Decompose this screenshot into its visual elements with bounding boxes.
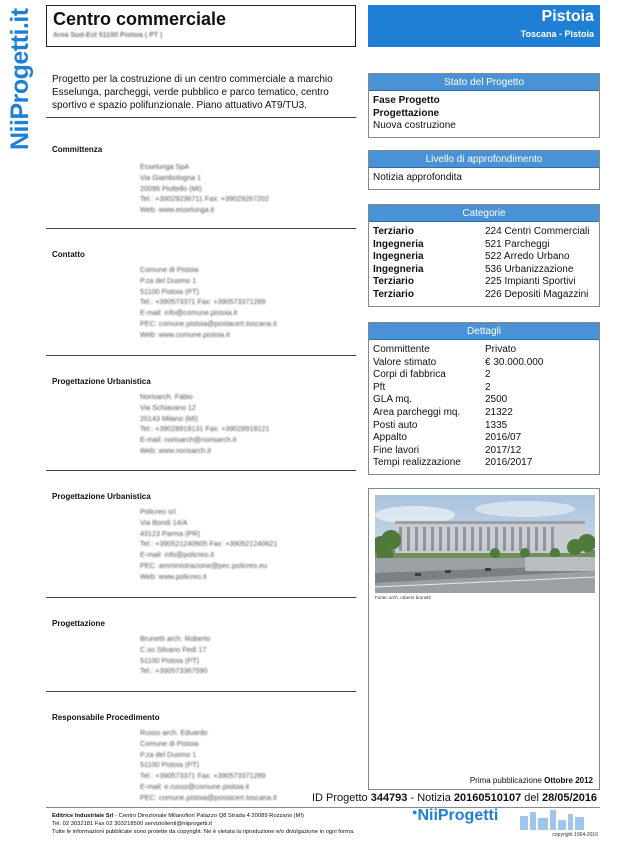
category-code: 224 Centri Commerciali: [485, 226, 590, 237]
footer-contacts: Tel. 02 3032181 Fax 02 303218500 serviziolienti@niiprogetti.it: [52, 821, 212, 828]
detail-row: [373, 445, 595, 458]
contact-line: Russo arch. Eduardo: [140, 728, 208, 737]
contact-line: Tel.: +39028918131 Fax: +39028918121: [140, 424, 270, 434]
detail-row: [373, 382, 595, 395]
contact-line: C.so Silvano Fedi 17: [140, 644, 207, 654]
contact-line: PEC: comune.pistoia@postacert.toscana.it: [140, 792, 277, 802]
contact-line: Tel.: +39029236711 Fax: +39029267202: [140, 194, 269, 204]
logo-dot-icon: ●: [412, 807, 418, 817]
detail-value: 2016/07: [485, 432, 522, 444]
contact-line: E-mail: norisarch@norisarch.it: [140, 435, 237, 445]
detail-value: 2500: [485, 394, 508, 406]
contact-line: E-mail: info@comune.pistoia.it: [140, 308, 238, 318]
notizia-date: 28/05/2016: [542, 792, 598, 804]
publication-date: Ottobre 2012: [544, 776, 593, 785]
first-publication: [470, 776, 593, 785]
photo-credit: Fonte: arch. roberto brunetti: [375, 595, 431, 600]
del-label: del: [524, 792, 539, 804]
contact-line: Comune di Pistoia: [140, 265, 199, 274]
category-code: 225 Impianti Sportivi: [485, 276, 576, 288]
contact-line: Web: www.norisarch.it: [140, 445, 211, 455]
detail-value: 2: [485, 369, 491, 381]
detail-value: Privato: [485, 344, 517, 355]
divider: [46, 470, 356, 471]
contact-lines: [140, 265, 352, 341]
category-sector: Ingegneria: [373, 238, 424, 250]
contact-lines: [140, 634, 352, 677]
detail-row: [373, 407, 595, 420]
city-name: Pistoia: [541, 8, 594, 25]
brand-logo-text: NiiProgetti.it: [6, 8, 34, 150]
footer-notice: Tutte le informazioni pubblicate sono protette da copyright. Ne è vietata la riproduzione e/o divulgazione in ogni forma.: [52, 829, 355, 836]
fase-label: Fase Progetto: [373, 95, 440, 106]
copyright: copyright 1964-2016: [552, 832, 598, 838]
contact-line: 51100 Pistoia (PT): [140, 655, 199, 665]
category-code: 522 Arredo Urbano: [485, 251, 570, 263]
contact-line: Tel.: +390521240605 Fax: +390521240621: [140, 539, 278, 549]
contact-line: Tel.: +390573371 Fax: +390573371289: [140, 297, 266, 307]
category-code: 226 Depositi Magazzini: [485, 288, 589, 300]
page-title: Centro commerciale: [53, 9, 227, 29]
contact-block-progettazione: [52, 619, 352, 677]
detail-key: Valore stimato: [373, 356, 437, 368]
skyline-icon: [518, 808, 588, 830]
photo-panel: [368, 488, 600, 790]
panel-header: Livello di approfondimento: [369, 151, 599, 168]
category-code: 521 Parcheggi: [485, 238, 550, 250]
contact-line: Web: www.esselunga.it: [140, 205, 215, 215]
livello-value: Notizia approfondita: [373, 172, 462, 183]
contact-line: Via Giambologna 1: [140, 172, 202, 182]
panel-dettagli: [368, 322, 600, 475]
contact-role: Progettazione Urbanistica: [52, 377, 151, 386]
contact-line: Tel.: +390573367590: [140, 666, 208, 676]
panel-categorie: [368, 204, 600, 307]
panel-header: Categorie: [369, 205, 599, 222]
contact-line: Web: www.policreo.it: [140, 571, 207, 581]
notizia-id: 20160510107: [453, 792, 522, 804]
contact-role: Progettazione Urbanistica: [52, 492, 151, 501]
detail-key: GLA mq.: [373, 394, 412, 406]
contact-block-progettazione-urbanistica-1: [52, 377, 352, 457]
contact-line: E-mail: info@policreo.it: [140, 550, 215, 560]
contact-line: Policreo srl: [140, 507, 176, 516]
category-row: [373, 226, 595, 239]
detail-key: Fine lavori: [373, 444, 420, 456]
category-row: [373, 239, 595, 252]
detail-row: [373, 344, 595, 357]
detail-key: Corpi di fabbrica: [373, 369, 446, 381]
contact-lines: [140, 507, 352, 583]
detail-key: Pft: [373, 381, 386, 393]
detail-value: 1335: [485, 419, 508, 431]
detail-key: Appalto: [373, 432, 407, 444]
project-id-line: [312, 792, 597, 804]
project-rendering-image: [375, 495, 595, 593]
contact-line: 51100 Pistoia (PT): [140, 286, 199, 296]
category-row: [373, 251, 595, 264]
footer-address: - Centro Direzionale Milanofiori Palazzo Q8 Strada 4 20089 Rozzano (MI): [113, 813, 304, 819]
detail-row: [373, 394, 595, 407]
footer-divider: [46, 807, 600, 808]
detail-value: 2016/2017: [485, 457, 533, 469]
category-code: 536 Urbanizzazione: [485, 263, 574, 275]
detail-row: [373, 457, 595, 470]
brand-vertical-logo: [4, 8, 34, 208]
contact-line: P.za del Duomo 1: [140, 749, 197, 759]
footer-company: Editrice Industriale Srl: [52, 813, 114, 819]
contact-lines: [140, 392, 352, 457]
detail-row: [373, 432, 595, 445]
category-row: [373, 276, 595, 289]
detail-value: 2017/12: [485, 444, 522, 456]
contact-line: Comune di Pistoia: [140, 738, 199, 748]
category-sector: Terziario: [373, 226, 414, 237]
contact-block-progettazione-urbanistica-2: [52, 492, 352, 583]
category-sector: Terziario: [373, 276, 414, 288]
contact-line: PEC: comune.pistoia@postacert.toscana.it: [140, 318, 277, 328]
contact-line: E-mail: e.russo@comune.pistoia.it: [140, 781, 250, 791]
footer-logo-text: NiiProgetti: [417, 807, 499, 824]
contact-role: Responsabile Procedimento: [52, 713, 160, 722]
city-box: [368, 5, 600, 47]
footer-logo: [412, 807, 498, 825]
contact-role: Progettazione: [52, 619, 105, 628]
detail-value: 21322: [485, 406, 513, 418]
contact-line: Norisarch. Fabio: [140, 392, 193, 401]
panel-stato-progetto: [368, 73, 600, 138]
region-name: Toscana - Pistoia: [520, 29, 594, 39]
panel-header: Stato del Progetto: [369, 74, 599, 91]
id-label: ID Progetto: [312, 792, 368, 804]
fase-value: Progettazione: [373, 107, 440, 119]
project-address: Area Sud-Est 51100 Pistoia ( PT ): [53, 32, 163, 39]
project-id: 344793: [370, 792, 408, 804]
contact-block-contatto: [52, 250, 352, 341]
divider: [46, 228, 356, 229]
contact-line: P.za del Duomo 1: [140, 275, 197, 285]
contact-role: Committenza: [52, 145, 103, 154]
divider: [46, 117, 356, 118]
contact-line: Via Bondi 14/A: [140, 517, 188, 527]
contact-block-responsabile-procedimento: [52, 713, 352, 804]
detail-value: 2: [485, 381, 491, 393]
footer-info: [52, 812, 355, 837]
category-sector: Ingegneria: [373, 263, 424, 275]
divider: [46, 691, 356, 692]
contact-role: Contatto: [52, 250, 85, 259]
contact-line: 20143 Milano (MI): [140, 413, 198, 423]
contact-lines: [140, 162, 352, 216]
tipo-intervento: Nuova costruzione: [373, 120, 456, 132]
panel-livello-approfondimento: [368, 150, 600, 190]
category-sector: Ingegneria: [373, 251, 424, 263]
detail-key: Committente: [373, 344, 430, 355]
contact-line: 43123 Parma (PR): [140, 528, 200, 538]
contact-line: Tel.: +390573371 Fax: +390573371289: [140, 771, 266, 781]
detail-row: [373, 369, 595, 382]
detail-row: [373, 420, 595, 433]
divider: [46, 355, 356, 356]
category-row: [373, 264, 595, 277]
contact-line: Via Schiavano 12: [140, 402, 196, 412]
detail-key: Tempi realizzazione: [373, 457, 461, 469]
notizia-label: - Notizia: [410, 792, 451, 804]
project-title-box: [46, 5, 356, 47]
category-sector: Terziario: [373, 288, 414, 300]
detail-key: Posti auto: [373, 419, 418, 431]
contact-block-committenza: [52, 145, 352, 216]
detail-key: Area parcheggi mq.: [373, 406, 461, 418]
contact-line: 20096 Pioltello (MI): [140, 183, 202, 193]
publication-label: Prima pubblicazione: [469, 776, 542, 785]
category-row: [373, 289, 595, 302]
contact-line: Brunetti arch. Roberto: [140, 634, 211, 643]
detail-row: [373, 357, 595, 370]
divider: [46, 597, 356, 598]
contact-line: PEC: amministrazione@pec.policreo.eu: [140, 560, 268, 570]
detail-value: € 30.000.000: [485, 356, 544, 368]
project-description: Progetto per la costruzione di un centro commerciale a marchio Esselunga, parcheggi, verde pubblico e parco tematico, centro sportivo e spazio polifunzionale. Piano attuativo AT9/TU3.: [52, 74, 333, 111]
contact-line: Web: www.comune.pistoia.it: [140, 329, 230, 339]
contact-line: Esselunga SpA: [140, 162, 190, 171]
panel-header: Dettagli: [369, 323, 599, 340]
contact-line: 51100 Pistoia (PT): [140, 760, 199, 770]
